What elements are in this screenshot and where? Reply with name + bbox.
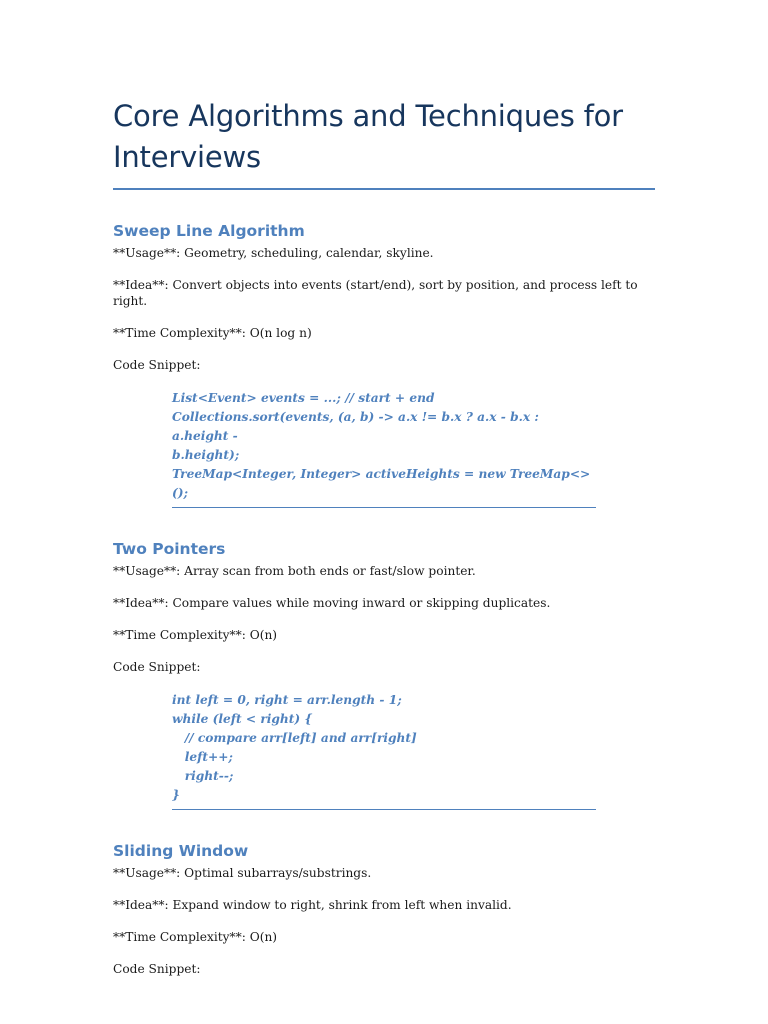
section-sweep-line bbox=[113, 221, 655, 508]
complexity-text: **Time Complexity**: O(n log n) bbox=[113, 326, 312, 340]
section-two-pointers bbox=[113, 539, 655, 810]
code-line: b.height); bbox=[172, 448, 240, 462]
code-line: List<Event> events = ...; // start + end bbox=[172, 391, 435, 405]
code-line: left++; bbox=[172, 750, 233, 764]
snippet-label: Code Snippet: bbox=[113, 358, 201, 372]
idea-text: **Idea**: Compare values while moving inward or skipping duplicates. bbox=[113, 596, 551, 610]
idea-text: **Idea**: Expand window to right, shrink from left when invalid. bbox=[113, 898, 512, 912]
section-sliding-window bbox=[113, 841, 655, 977]
complexity-text: **Time Complexity**: O(n) bbox=[113, 628, 278, 642]
code-line: while (left < right) { bbox=[172, 712, 313, 726]
usage-text: **Usage**: Optimal subarrays/substrings. bbox=[113, 866, 372, 880]
snippet-label: Code Snippet: bbox=[113, 660, 201, 674]
code-line: } bbox=[172, 788, 180, 802]
code-line: int left = 0, right = arr.length - 1; bbox=[172, 693, 402, 707]
idea-text: **Idea**: Convert objects into events (start/end), sort by position, and process left to right. bbox=[113, 278, 638, 308]
code-line: // compare arr[left] and arr[right] bbox=[172, 731, 417, 745]
snippet-label: Code Snippet: bbox=[113, 962, 201, 976]
section-heading: Sliding Window bbox=[113, 842, 249, 860]
code-line: Collections.sort(events, (a, b) -> a.x != b.x ? a.x - b.x : a.height - bbox=[172, 410, 544, 443]
document-title: Core Algorithms and Techniques for Interviews bbox=[113, 99, 623, 174]
section-heading: Two Pointers bbox=[113, 540, 226, 558]
code-line: TreeMap<Integer, Integer> activeHeights = new TreeMap<>(); bbox=[172, 467, 591, 500]
section-heading: Sweep Line Algorithm bbox=[113, 222, 305, 240]
code-line: right--; bbox=[172, 769, 234, 783]
title-underline bbox=[113, 188, 655, 190]
code-block bbox=[172, 389, 596, 508]
complexity-text: **Time Complexity**: O(n) bbox=[113, 930, 278, 944]
usage-text: **Usage**: Geometry, scheduling, calendar, skyline. bbox=[113, 246, 434, 260]
document-page bbox=[113, 0, 655, 977]
usage-text: **Usage**: Array scan from both ends or fast/slow pointer. bbox=[113, 564, 476, 578]
code-block bbox=[172, 691, 596, 810]
